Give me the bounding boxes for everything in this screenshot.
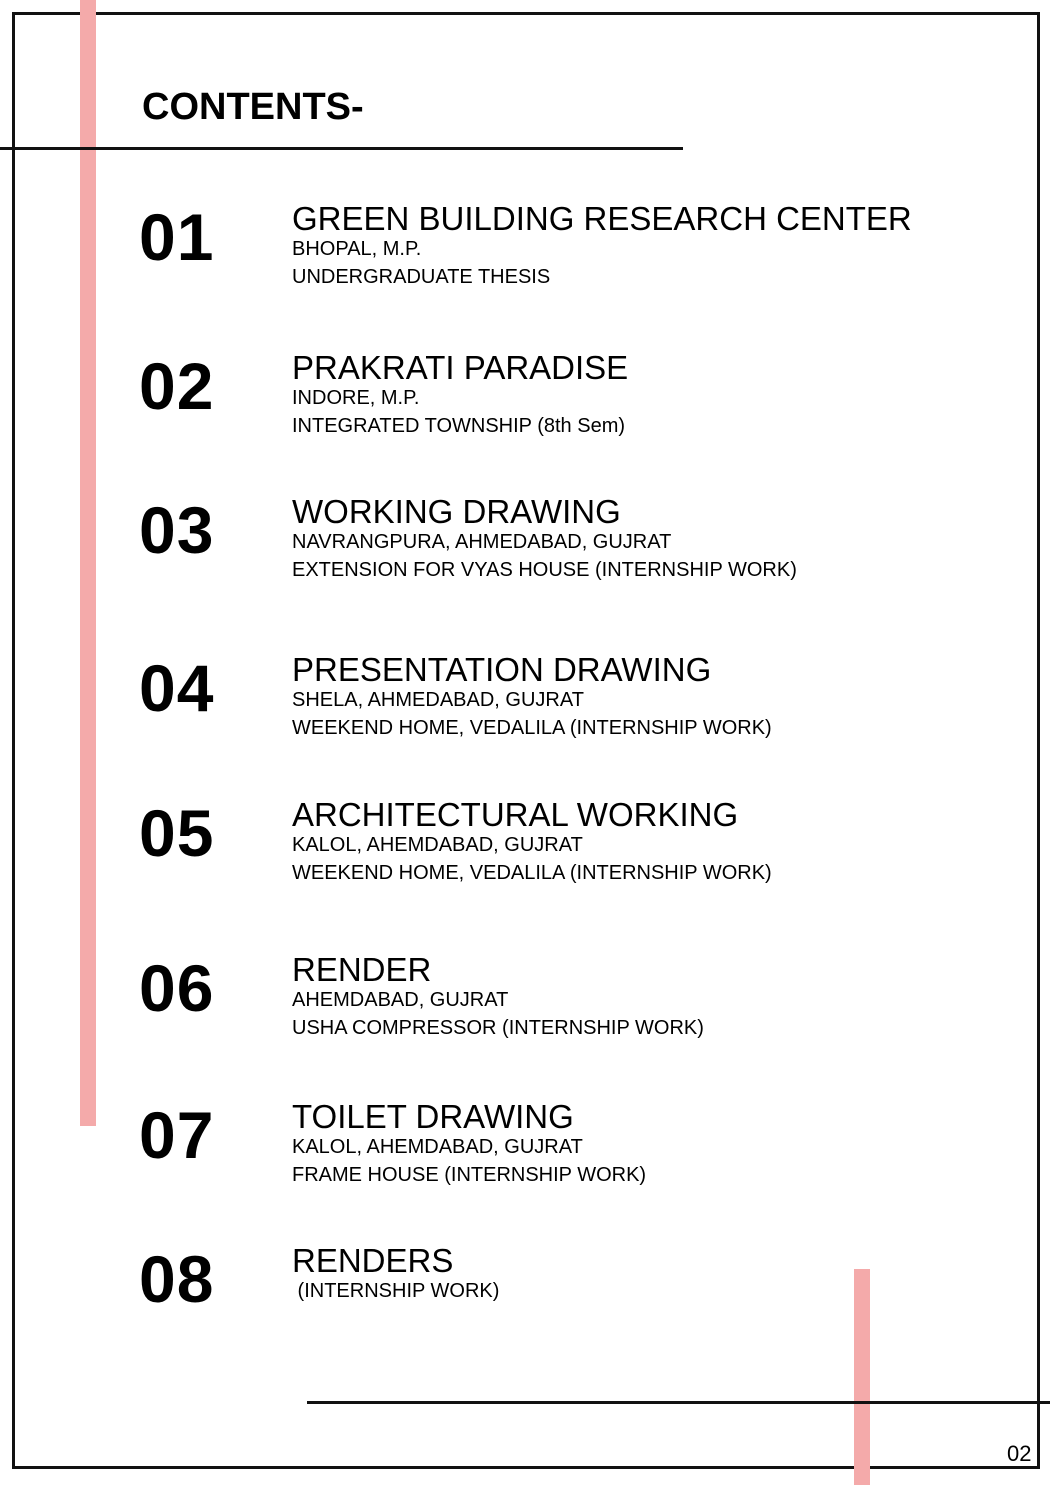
entry-number: 05: [139, 796, 215, 870]
footer-rule: [307, 1401, 1050, 1404]
entry-title: TOILET DRAWING: [292, 1098, 574, 1135]
entry-title: RENDER: [292, 951, 432, 988]
heading-rule: [0, 147, 683, 150]
entry-title: WORKING DRAWING: [292, 493, 621, 530]
page-number: 02: [1007, 1441, 1032, 1466]
entry-description: FRAME HOUSE (INTERNSHIP WORK): [292, 1164, 647, 1186]
entry-description: WEEKEND HOME, VEDALILA (INTERNSHIP WORK): [292, 862, 772, 884]
entry-number: 06: [139, 951, 215, 1025]
entry-location: NAVRANGPURA, AHMEDABAD, GUJRAT: [292, 531, 672, 553]
contents-entry-05[interactable]: [0, 796, 1050, 930]
entry-location: BHOPAL, M.P.: [292, 238, 422, 260]
entry-location: INDORE, M.P.: [292, 387, 420, 409]
entry-description: WEEKEND HOME, VEDALILA (INTERNSHIP WORK): [292, 717, 772, 739]
entry-title: GREEN BUILDING RESEARCH CENTER: [292, 200, 912, 237]
entry-location: KALOL, AHEMDABAD, GUJRAT: [292, 834, 583, 856]
entry-title: PRAKRATI PARADISE: [292, 349, 629, 386]
entry-description: (INTERNSHIP WORK): [292, 1280, 500, 1302]
entry-title: RENDERS: [292, 1242, 454, 1279]
entry-description: EXTENSION FOR VYAS HOUSE (INTERNSHIP WORK): [292, 559, 797, 581]
contents-entry-04[interactable]: [0, 651, 1050, 785]
entry-number: 03: [139, 493, 215, 567]
contents-entry-06[interactable]: [0, 951, 1050, 1085]
page-title: CONTENTS-: [142, 86, 364, 128]
entry-location: AHEMDABAD, GUJRAT: [292, 989, 509, 1011]
entry-description: UNDERGRADUATE THESIS: [292, 266, 551, 288]
entry-number: 04: [139, 651, 215, 725]
contents-entry-03[interactable]: [0, 493, 1050, 627]
entry-number: 01: [139, 200, 215, 274]
entry-title: ARCHITECTURAL WORKING: [292, 796, 739, 833]
entry-number: 02: [139, 349, 215, 423]
entry-description: USHA COMPRESSOR (INTERNSHIP WORK): [292, 1017, 704, 1039]
contents-entry-07[interactable]: [0, 1098, 1050, 1232]
contents-entry-02[interactable]: [0, 349, 1050, 483]
entry-number: 08: [139, 1242, 215, 1316]
entry-location: KALOL, AHEMDABAD, GUJRAT: [292, 1136, 583, 1158]
entry-number: 07: [139, 1098, 215, 1172]
contents-entry-01[interactable]: [0, 200, 1050, 334]
entry-title: PRESENTATION DRAWING: [292, 651, 712, 688]
entry-location: SHELA, AHMEDABAD, GUJRAT: [292, 689, 584, 711]
contents-entry-08[interactable]: [0, 1242, 1050, 1376]
entry-description: INTEGRATED TOWNSHIP (8th Sem): [292, 415, 626, 437]
